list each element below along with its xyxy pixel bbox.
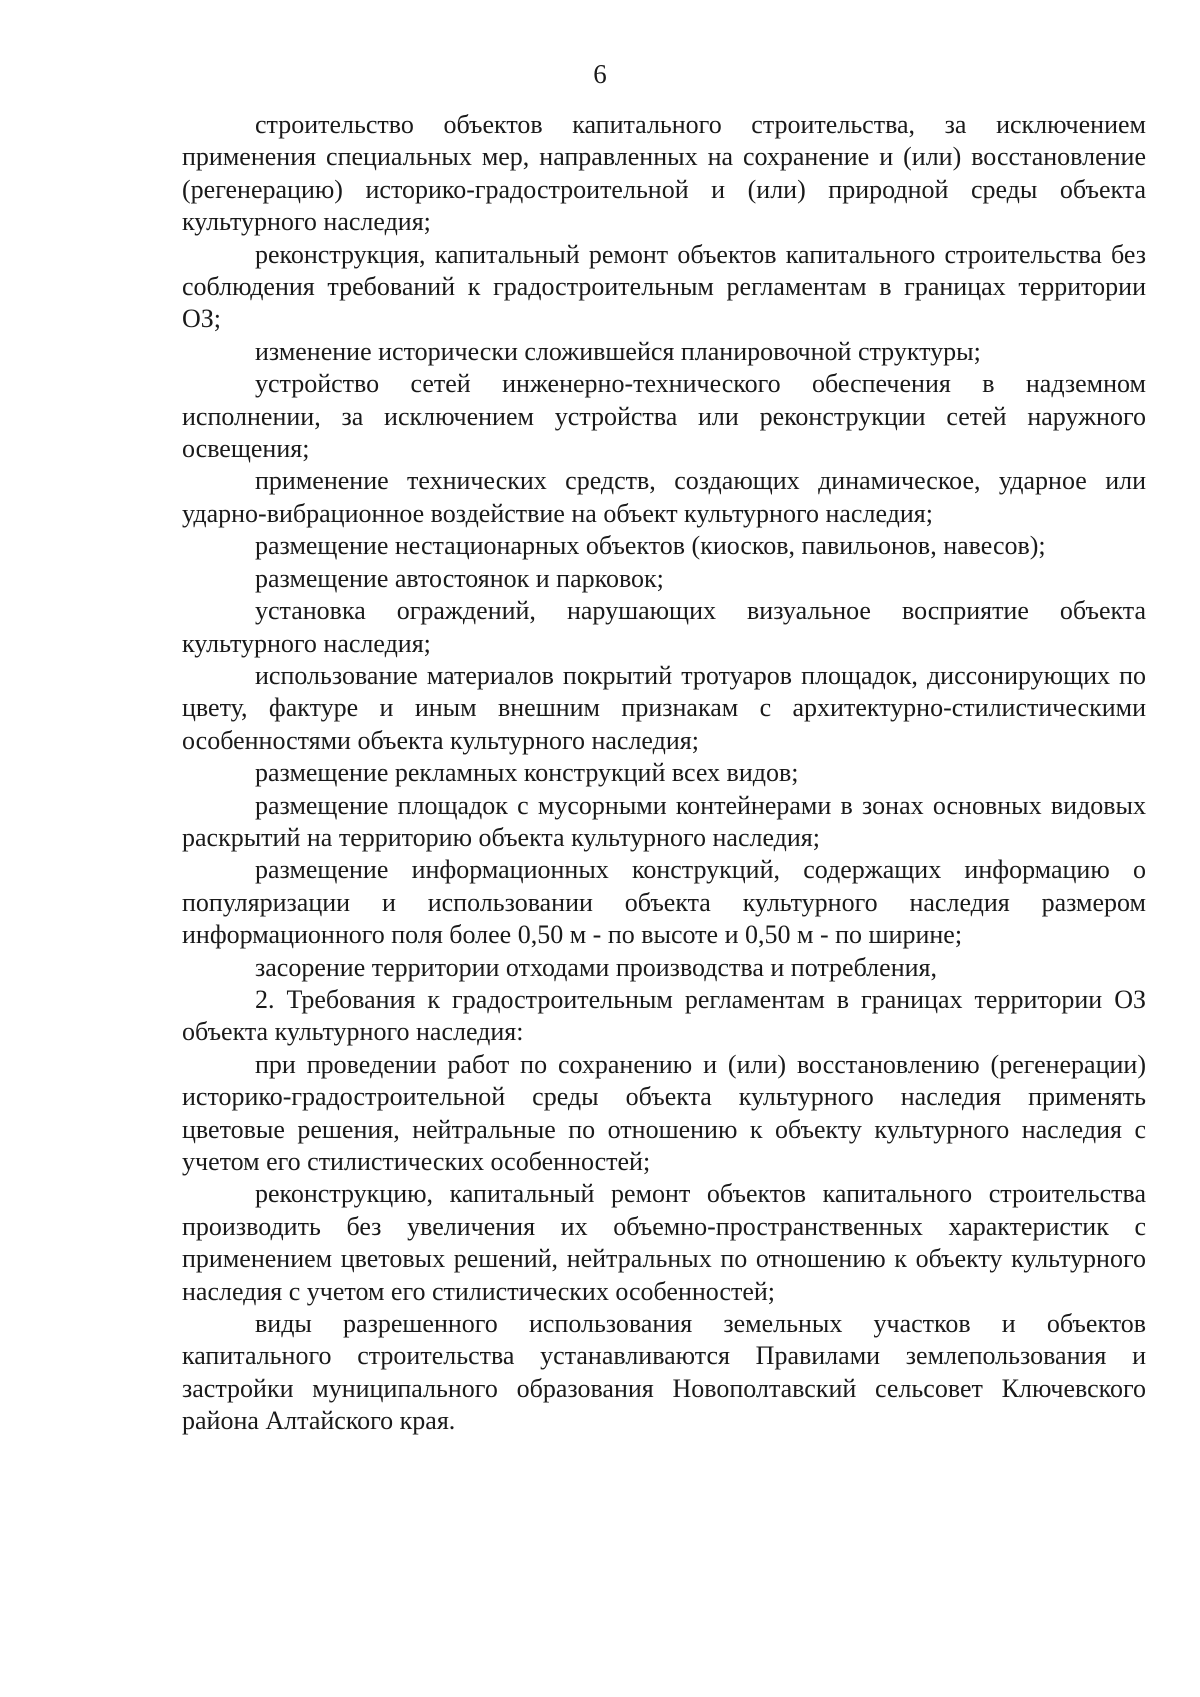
paragraph-sidewalk-materials: использование материалов покрытий тротуаров площадок, диссонирующих по цвету, фактуре и иным внешним признакам с архитектурно-стилистическими особенностями объекта культурного наследия; (182, 660, 1146, 755)
paragraph-littering: засорение территории отходами производства и потребления, (255, 952, 937, 982)
paragraph-color-solutions: при проведении работ по сохранению и (или) восстановлению (регенерации) историко-градостроительной среды объекта культурного наследия применять цветовые решения, нейтральные по отношению к объекту культурного наследия с учетом его стилистических особенностей; (182, 1049, 1146, 1176)
paragraph-capital-construction: строительство объектов капитального строительства, за исключением применения специальных мер, направленных на сохранение и (или) восстановление (регенерацию) историко-градостроительной и (или) природной среды объекта культурного наследия; (182, 110, 1146, 237)
paragraph-advertising: размещение рекламных конструкций всех видов; (255, 758, 799, 788)
paragraph-permitted-use: виды разрешенного использования земельных участков и объектов капитального строительства устанавливаются Правилами землепользования и застройки муниципального образования Новополтавский сельсовет Ключевского района Алтайского края. (182, 1309, 1146, 1436)
paragraph-section-2-heading: 2. Требования к градостроительным регламентам в границах территории ОЗ объекта культурного наследия: (182, 984, 1146, 1047)
paragraph-fencing: установка ограждений, нарушающих визуальное восприятие объекта культурного наследия; (182, 596, 1146, 658)
paragraph-parking: размещение автостоянок и парковок; (255, 563, 664, 593)
document-body (182, 109, 1146, 1438)
paragraph-waste-containers: размещение площадок с мусорными контейнерами в зонах основных видовых раскрытий на территорию объекта культурного наследия; (182, 790, 1146, 852)
paragraph-technical-means: применение технических средств, создающих динамическое, ударное или ударно-вибрационное воздействие на объект культурного наследия; (182, 466, 1146, 528)
paragraph-reconstruction-repair: реконструкция, капитальный ремонт объектов капитального строительства без соблюдения требований к градостроительным регламентам в границах территории ОЗ; (182, 239, 1146, 334)
paragraph-information-structures: размещение информационных конструкций, содержащих информацию о популяризации и использовании объекта культурного наследия размером информационного поля более 0,50 м - по высоте и 0,50 м - по ширине; (182, 855, 1146, 950)
paragraph-planning-structure: изменение исторически сложившейся планировочной структуры; (255, 336, 981, 366)
page-number: 6 (593, 59, 607, 89)
paragraph-reconstruction-without-increase: реконструкцию, капитальный ремонт объектов капитального строительства производить без увеличения их объемно-пространственных характеристик с применением цветовых решений, нейтральных по отношению к объекту культурного наследия с учетом его стилистических особенностей; (182, 1179, 1146, 1306)
paragraph-engineering-networks: устройство сетей инженерно-технического обеспечения в надземном исполнении, за исключением устройства или реконструкции сетей наружного освещения; (182, 369, 1146, 464)
paragraph-non-stationary-objects: размещение нестационарных объектов (киосков, павильонов, навесов); (255, 531, 1046, 561)
